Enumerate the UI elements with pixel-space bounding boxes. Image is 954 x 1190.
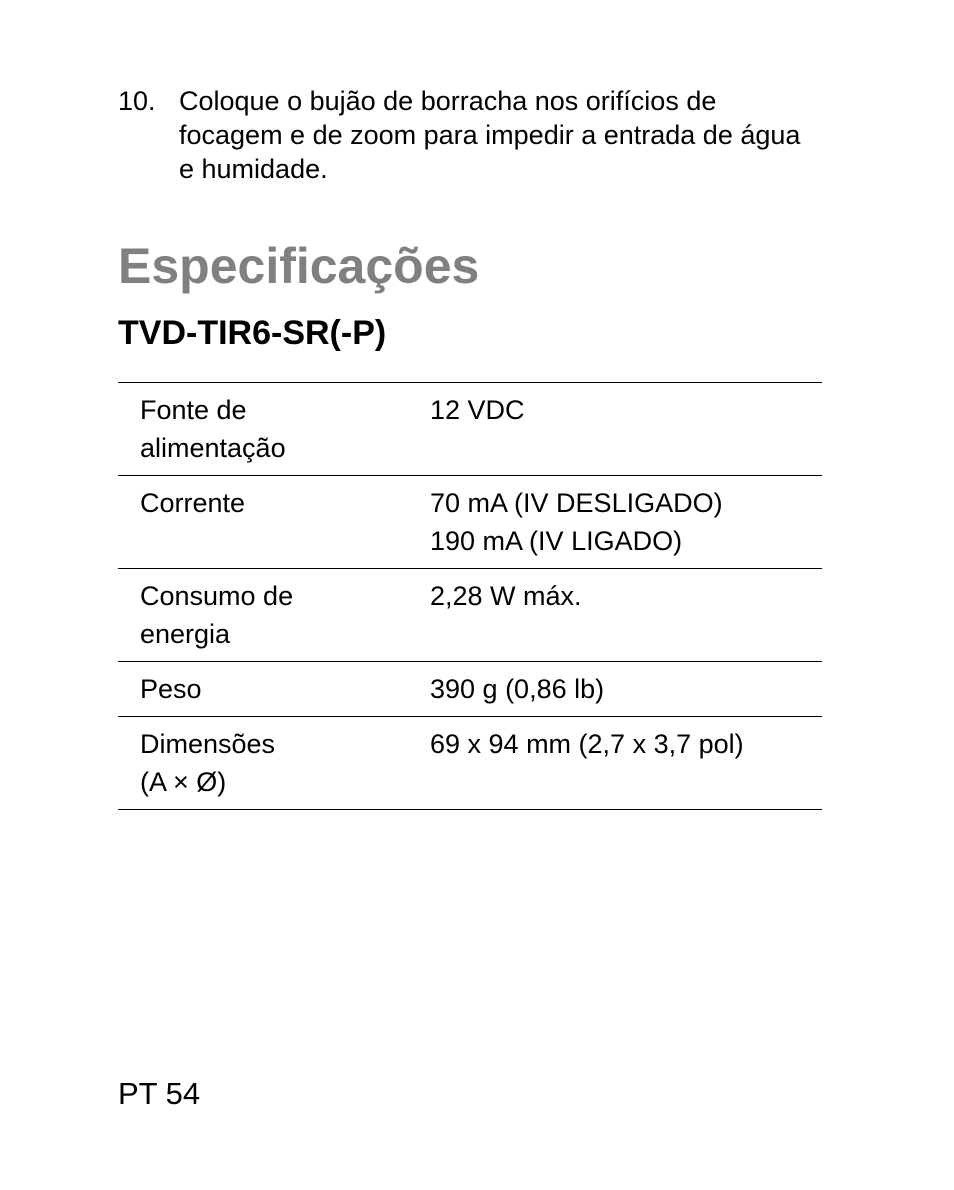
spec-value-line: 70 mA (IV DESLIGADO) — [430, 488, 723, 518]
spec-value-line: 69 x 94 mm (2,7 x 3,7 pol) — [430, 729, 744, 759]
table-row — [118, 569, 822, 662]
spec-label-line: Dimensões — [140, 729, 276, 759]
spec-label-line: energia — [140, 619, 231, 649]
spec-value-line: 390 g (0,86 lb) — [430, 674, 605, 704]
spec-value — [430, 717, 822, 810]
spec-label-line: Corrente — [140, 488, 246, 518]
spec-value-line: 2,28 W máx. — [430, 581, 582, 611]
table-row — [118, 383, 822, 476]
spec-label — [118, 383, 430, 476]
spec-value — [430, 476, 822, 569]
spec-label-line: alimentação — [140, 433, 286, 463]
step-text: Coloque o bujão de borracha nos orifícios de focagem e de zoom para impedir a entrada de água e humidade. — [179, 86, 801, 184]
spec-label-line: Fonte de — [140, 395, 247, 425]
spec-value — [430, 569, 822, 662]
table-row — [118, 662, 822, 717]
spec-value — [430, 662, 822, 717]
spec-label-line: Peso — [140, 674, 202, 704]
spec-label — [118, 662, 430, 717]
spec-value — [430, 383, 822, 476]
section-title: Especificações — [118, 238, 480, 294]
spec-label — [118, 717, 430, 810]
spec-label — [118, 569, 430, 662]
spec-value-line: 190 mA (IV LIGADO) — [430, 526, 683, 556]
page-number: PT 54 — [118, 1076, 201, 1111]
table-row — [118, 476, 822, 569]
instruction-step — [118, 84, 818, 186]
spec-label — [118, 476, 430, 569]
spec-table — [118, 382, 822, 810]
model-title: TVD-TIR6-SR(-P) — [118, 314, 387, 352]
spec-label-line: (A × Ø) — [140, 767, 227, 797]
table-row — [118, 717, 822, 810]
step-number: 10. — [118, 86, 156, 116]
spec-value-line: 12 VDC — [430, 395, 525, 425]
spec-label-line: Consumo de — [140, 581, 294, 611]
